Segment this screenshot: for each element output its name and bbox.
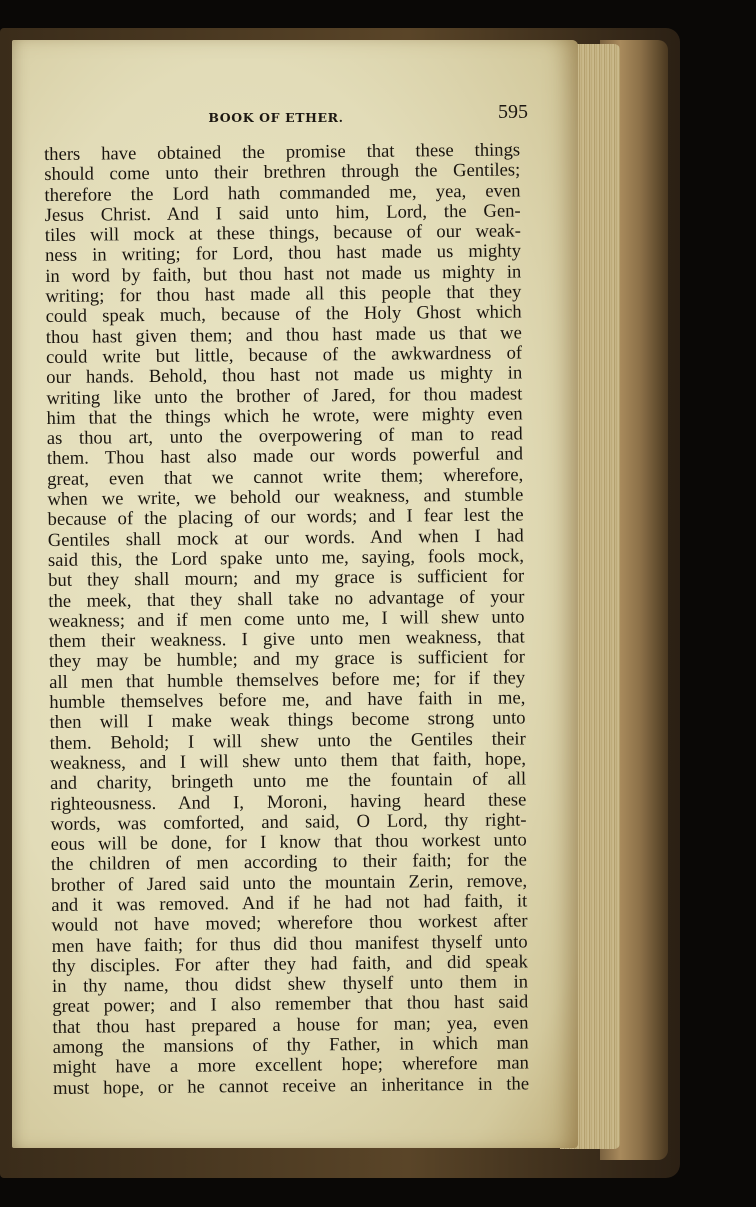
text-line: thy disciples. For after they had faith, and did speak xyxy=(51,951,528,977)
text-line: ness in writing; for Lord, thou hast made us mighty xyxy=(44,240,522,267)
running-head: BOOK OF ETHER. xyxy=(208,110,344,125)
text-line: because of the placing of our words; and I fear lest the xyxy=(47,504,524,531)
text-line: them. Thou hast also made our words powerful and xyxy=(46,443,524,470)
text-line: they may be humble; and my grace is sufficient for xyxy=(48,646,526,673)
text-line: weakness; and if men come unto me, I will shew unto xyxy=(48,606,525,632)
text-line: thou hast given them; and thou hast made us that we xyxy=(45,322,522,348)
text-line: writing; for thou hast made all this people that they xyxy=(45,281,522,308)
text-line: when we write, we behold our weakness, and stumble xyxy=(47,484,524,511)
text-line: must hope, or he cannot receive an inheritance in the xyxy=(52,1073,530,1099)
text-line: men have faith; for thus did thou manifest thyself unto xyxy=(51,930,528,957)
text-line: the children of men according to their faith; for the xyxy=(50,849,527,876)
text-line: among the mansions of thy Father, in which man xyxy=(52,1032,529,1059)
text-line: them their weakness. I give unto men weakness, that xyxy=(48,626,525,653)
text-line: weakness, and I will shew unto them that faith, hope, xyxy=(49,748,527,774)
text-line: in word by faith, but thou hast not made us mighty in xyxy=(45,261,522,287)
text-line: great, even that we cannot write them; wherefore, xyxy=(47,464,524,490)
text-line: Gentiles shall mock at our words. And when I had xyxy=(47,525,524,551)
text-line: could speak much, because of the Holy Ghost which xyxy=(45,301,522,328)
text-line: words, was comforted, and said, O Lord, thy right- xyxy=(50,809,527,835)
text-line: that thou hast prepared a house for man; yea, even xyxy=(52,1012,529,1038)
text-line: and it was removed. And if he had not had faith, it xyxy=(51,890,528,916)
text-line: humble themselves before me, and have faith in me, xyxy=(49,687,526,713)
text-line: all men that humble themselves before me; for if they xyxy=(49,667,526,693)
page-number: 595 xyxy=(498,101,528,123)
text-line: the meek, that they shall take no advantage of your xyxy=(48,585,525,612)
text-line: righteousness. And I, Moroni, having heard these xyxy=(50,788,527,815)
text-line: in thy name, thou didst shew thyself unto them in xyxy=(51,971,529,998)
text-line: therefore the Lord hath commanded me, yea, even xyxy=(44,180,521,206)
text-line: and charity, bringeth unto me the fountain of all xyxy=(50,768,527,795)
text-line: could write but little, because of the awkwardness of xyxy=(45,342,523,368)
text-line: thers have obtained the promise that these things xyxy=(43,139,521,165)
text-line: then will I make weak things become strong unto xyxy=(49,707,526,734)
text-line: as thou art, unto the overpowering of man to read xyxy=(46,423,523,450)
text-line: eous will be done, for I know that thou workest unto xyxy=(50,829,527,856)
text-line: should come unto their brethren through the Gentiles; xyxy=(44,159,521,186)
text-line: might have a more excellent hope; wherefore man xyxy=(52,1052,529,1079)
text-line: great power; and I also remember that thou hast said xyxy=(52,991,529,1018)
text-line: said this, the Lord spake unto me, saying, fools mock, xyxy=(47,545,525,571)
text-line: brother of Jared said unto the mountain Zerin, remove, xyxy=(51,870,528,896)
text-line: Jesus Christ. And I said unto him, Lord, the Gen- xyxy=(44,200,521,226)
text-line: tiles will mock at these things, because of our weak- xyxy=(44,220,521,247)
text-line: would not have moved; wherefore thou workest after xyxy=(51,910,528,937)
text-line: but they shall mourn; and my grace is sufficient for xyxy=(48,565,525,592)
text-line: him that the things which he wrote, were mighty even xyxy=(46,403,523,429)
body-text xyxy=(44,140,529,1098)
text-line: writing like unto the brother of Jared, for thou madest xyxy=(46,382,523,409)
text-line: them. Behold; I will shew unto the Gentiles their xyxy=(49,728,526,754)
text-line: our hands. Behold, thou hast not made us mighty in xyxy=(46,362,523,389)
